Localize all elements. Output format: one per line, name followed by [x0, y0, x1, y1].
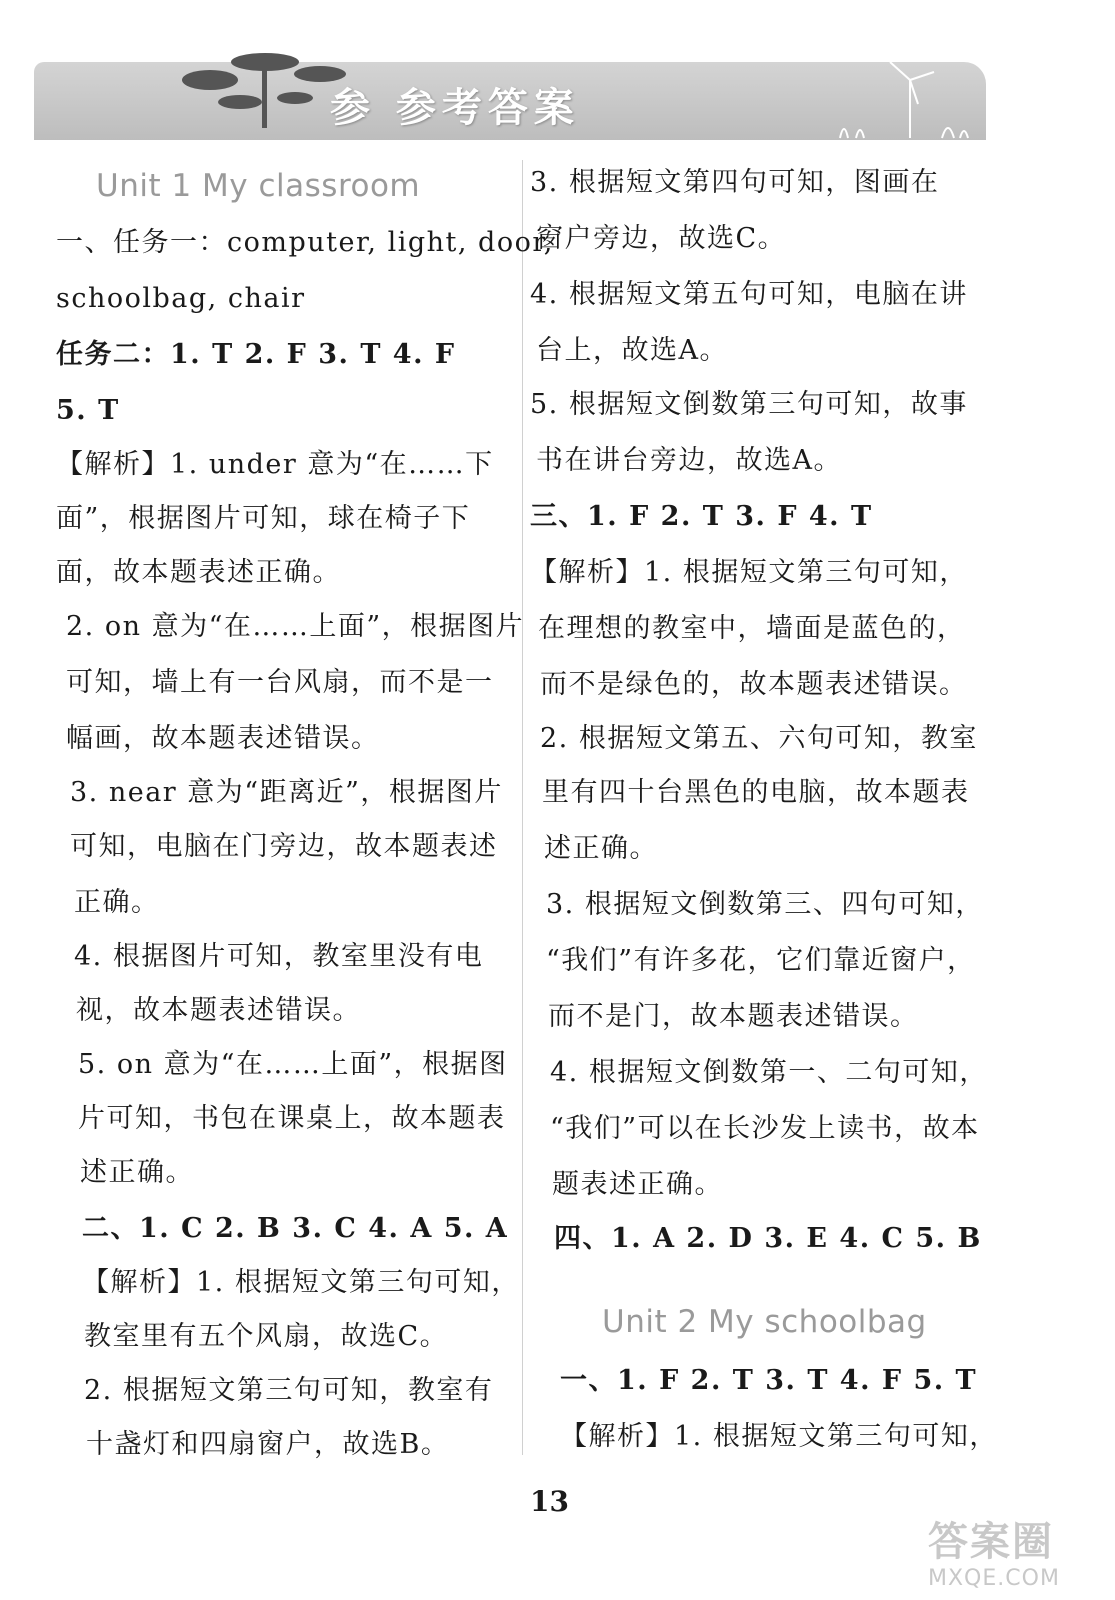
text-line: 正确。 [74, 887, 160, 918]
text-line: 窗户旁边，故选C。 [536, 223, 787, 254]
page-number: 13 [530, 1485, 569, 1518]
text-line: 4. 根据图片可知，教室里没有电 [74, 941, 484, 972]
text-line: 5. T [56, 395, 120, 426]
text-line: “我们”可以在长沙发上读书，故本 [550, 1113, 980, 1144]
text-line: 十盏灯和四扇窗户，故选B。 [86, 1429, 450, 1460]
text-line: 2. on 意为“在……上面”，根据图片 [66, 611, 525, 642]
text-line: 【解析】1. 根据短文第三句可知， [560, 1421, 998, 1452]
text-line: 一、1. F 2. T 3. T 4. F 5. T [560, 1365, 978, 1396]
text-line: 述正确。 [80, 1157, 194, 1188]
text-line: 5. on 意为“在……上面”，根据图 [78, 1049, 508, 1080]
text-line: 在理想的教室中，墙面是蓝色的， [538, 613, 966, 644]
unit-2-heading: Unit 2 My schoolbag [602, 1304, 927, 1340]
text-line: 可知，墙上有一台风扇，而不是一 [66, 667, 494, 698]
watermark-text: 答案圈 [928, 1519, 1054, 1565]
column-divider [522, 160, 523, 1455]
text-line: 【解析】1. 根据短文第三句可知， [530, 557, 968, 588]
text-line: 而不是绿色的，故本题表述错误。 [540, 669, 968, 700]
text-line: 面”，根据图片可知，球在椅子下 [56, 503, 471, 534]
text-line: 里有四十台黑色的电脑，故本题表 [542, 777, 970, 808]
text-line: 题表述正确。 [552, 1169, 723, 1200]
watermark-url: MXQE.COM [928, 1566, 1060, 1591]
text-line: 2. 根据短文第五、六句可知，教室 [540, 723, 978, 754]
text-line: 教室里有五个风扇，故选C。 [84, 1321, 449, 1352]
text-line: 任务二：1. T 2. F 3. T 4. F [56, 339, 456, 370]
text-line: 2. 根据短文第三句可知，教室有 [84, 1375, 494, 1406]
page-title: 参 参考答案 [330, 85, 580, 131]
unit-1-heading: Unit 1 My classroom [96, 168, 421, 204]
text-line: schoolbag, chair [56, 283, 306, 314]
text-line: 4. 根据短文第五句可知，电脑在讲 [530, 279, 968, 310]
text-line: 【解析】1. 根据短文第三句可知， [82, 1267, 520, 1298]
text-line: 4. 根据短文倒数第一、二句可知， [550, 1057, 988, 1088]
text-line: 片可知，书包在课桌上，故本题表 [78, 1103, 506, 1134]
text-line: 述正确。 [544, 833, 658, 864]
text-line: 二、1. C 2. B 3. C 4. A 5. A [82, 1213, 509, 1244]
text-line: 幅画，故本题表述错误。 [66, 723, 380, 754]
text-line: 一、任务一：computer, light, door, [56, 227, 554, 258]
windmill-grass-decoration [830, 60, 980, 140]
text-line: 书在讲台旁边，故选A。 [536, 445, 842, 476]
text-line: 四、1. A 2. D 3. E 4. C 5. B [554, 1223, 982, 1254]
text-line: 而不是门，故本题表述错误。 [548, 1001, 919, 1032]
text-line: 3. 根据短文第四句可知，图画在 [530, 167, 940, 198]
text-line: 可知，电脑在门旁边，故本题表述 [70, 831, 498, 862]
text-line: 面，故本题表述正确。 [56, 557, 341, 588]
text-line: 三、1. F 2. T 3. F 4. T [530, 501, 873, 532]
text-line: “我们”有许多花，它们靠近窗户， [546, 945, 976, 976]
text-line: 5. 根据短文倒数第三句可知，故事 [530, 389, 968, 420]
text-line: 3. near 意为“距离近”，根据图片 [70, 777, 503, 808]
text-line: 台上，故选A。 [536, 335, 728, 366]
watermark-logo [920, 1510, 1100, 1596]
text-line: 视，故本题表述错误。 [76, 995, 361, 1026]
text-line: 3. 根据短文倒数第三、四句可知， [546, 889, 984, 920]
text-line: 【解析】1. under 意为“在……下 [56, 449, 494, 480]
